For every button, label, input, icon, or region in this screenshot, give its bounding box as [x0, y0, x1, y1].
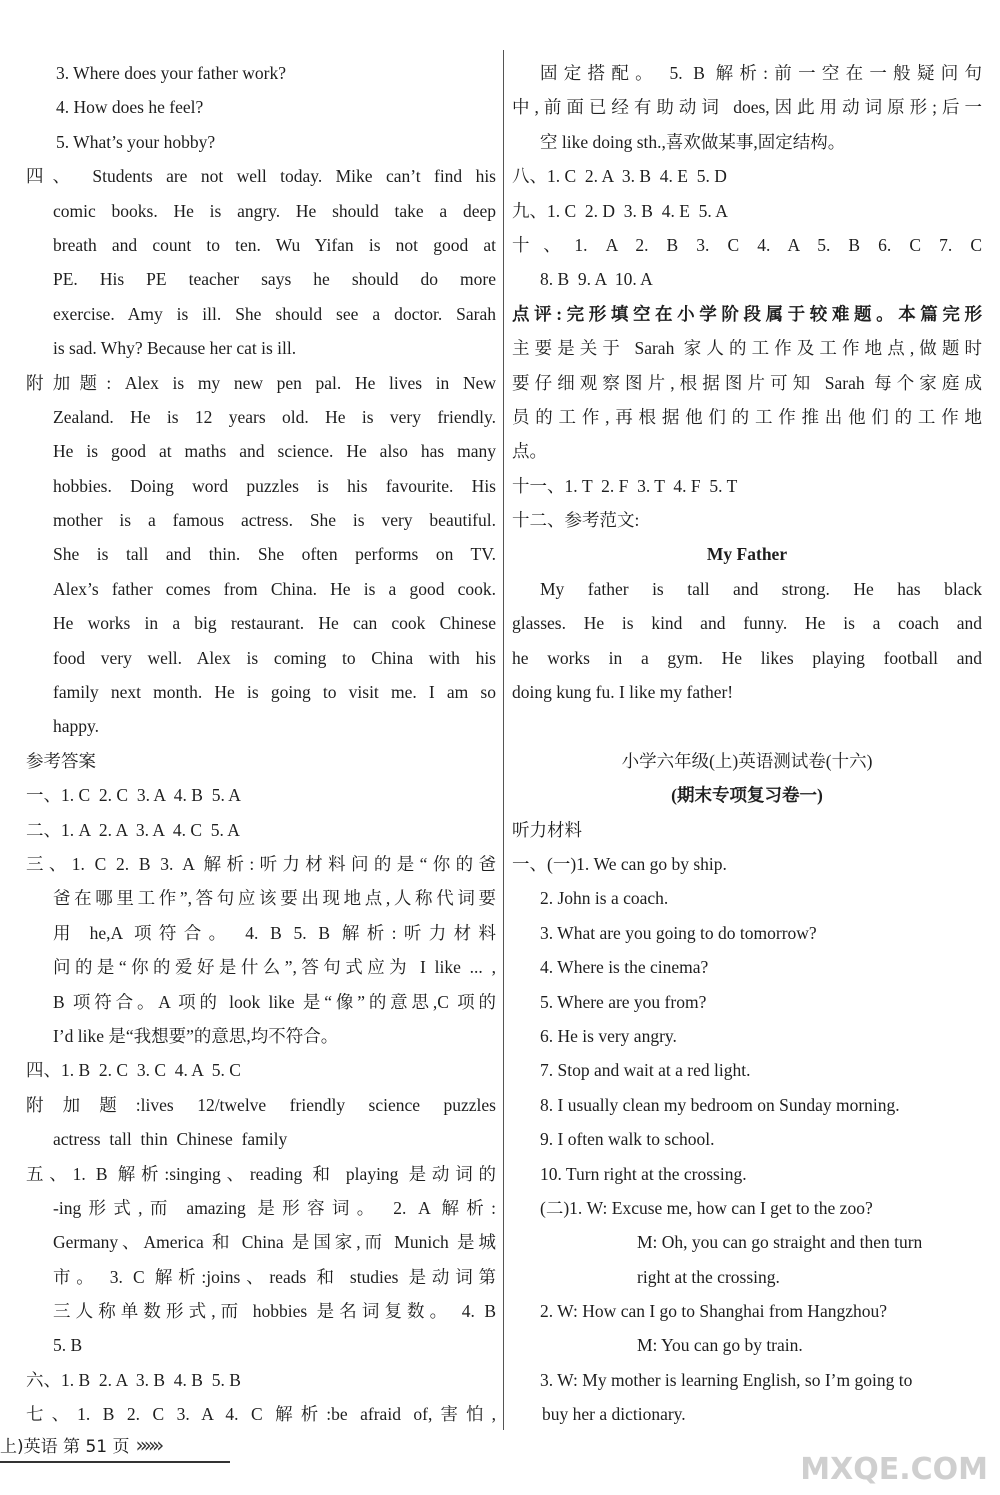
right-text-line: 2. John is a coach.: [540, 888, 669, 909]
left-text-line: Alex’s father comes from China. He is a good cook.: [53, 578, 496, 599]
right-text-line: 点评:完形填空在小学阶段属于较难题。本篇完形: [512, 303, 982, 324]
left-text-line: -ing形式,而 amazing 是形容词。 2. A 解析:: [53, 1197, 496, 1218]
left-text-line: 4. How does he feel?: [56, 97, 204, 118]
left-text-line: 5. What’s your hobby?: [56, 131, 216, 152]
left-text-line: She is tall and thin. She often performs on TV.: [53, 544, 496, 565]
left-text-line: 参考答案: [26, 750, 96, 771]
right-text-line: 3. What are you going to do tomorrow?: [540, 922, 817, 943]
right-text-line: 5. Where are you from?: [540, 991, 707, 1012]
left-text-line: PE. His PE teacher says he should do more: [53, 269, 496, 290]
right-text-line: 主要是关于 Sarah 家人的工作及工作地点,做题时: [512, 338, 982, 359]
left-text-line: family next month. He is going to visit me. I am so: [53, 682, 496, 703]
right-text-line: 员的工作,再根据他们的工作推出他们的工作地: [512, 406, 982, 427]
right-text-line: 6. He is very angry.: [540, 1025, 677, 1046]
right-column: [512, 56, 982, 1432]
right-text-line: M: You can go by train.: [637, 1335, 803, 1356]
left-text-line: 5. B: [53, 1335, 83, 1356]
right-text-line: 7. Stop and wait at a red light.: [540, 1060, 751, 1081]
left-text-line: happy.: [53, 716, 100, 737]
left-text-line: Germany、America 和 China 是国家,而 Munich 是城: [53, 1232, 496, 1253]
left-text-line: 问的是“你的爱好是什么”,答句式应为 I like ... ,: [53, 957, 496, 978]
left-text-line: 用 he,A 项符合。 4. B 5. B 解析:听力材料: [53, 922, 496, 943]
right-text-line: 小学六年级(上)英语测试卷(十六): [621, 750, 873, 771]
left-text-line: is sad. Why? Because her cat is ill.: [53, 338, 297, 359]
right-text-line: (二)1. W: Excuse me, how can I get to the zoo?: [540, 1197, 873, 1218]
right-text-line: My father is tall and strong. He has black: [540, 578, 982, 599]
left-text-line: 附加题: Alex is my new pen pal. He lives in New: [26, 372, 496, 393]
right-text-line: doing kung fu. I like my father!: [512, 682, 734, 703]
left-text-line: hobbies. Doing word puzzles is his favourite. His: [53, 475, 496, 496]
right-text-line: 十一、1. T 2. F 3. T 4. F 5. T: [512, 475, 738, 496]
footer-rule: [0, 1461, 230, 1463]
left-text-line: 三、1. C 2. B 3. A 解析:听力材料问的是“你的爸: [26, 853, 496, 874]
right-text-line: buy her a dictionary.: [542, 1404, 686, 1425]
left-text-line: 四、 Students are not well today. Mike can’t find his: [26, 166, 496, 187]
right-text-line: 听力材料: [512, 819, 582, 840]
left-text-line: 三人称单数形式,而 hobbies 是名词复数。 4. B: [53, 1301, 496, 1322]
left-text-line: exercise. Amy is ill. She should see a doctor. Sarah: [53, 303, 496, 324]
right-text-line: 8. I usually clean my bedroom on Sunday morning.: [540, 1094, 900, 1115]
right-text-line: M: Oh, you can go straight and then turn: [637, 1232, 923, 1253]
right-text-line: 4. Where is the cinema?: [540, 957, 709, 978]
right-text-line: 十二、参考范文:: [512, 510, 640, 531]
left-text-line: food very well. Alex is coming to China with his: [53, 647, 496, 668]
right-text-line: 空 like doing sth.,喜欢做某事,固定结构。: [540, 131, 846, 152]
left-text-line: mother is a famous actress. She is very beautiful.: [53, 510, 496, 531]
left-text-line: 四、1. B 2. C 3. C 4. A 5. C: [26, 1060, 241, 1081]
left-text-line: Zealand. He is 12 years old. He is very friendly.: [53, 406, 496, 427]
left-text-line: B 项符合。A 项的 look like 是“像”的意思,C 项的: [53, 991, 496, 1012]
right-text-line: 3. W: My mother is learning English, so I’m going to: [540, 1369, 913, 1390]
right-text-line: (期末专项复习卷一): [671, 785, 823, 806]
left-text-line: 附加题:lives 12/twelve friendly science puzzles: [26, 1094, 496, 1115]
left-text-line: 五、1. B 解析:singing、reading 和 playing 是动词的: [26, 1163, 496, 1184]
right-text-line: 固定搭配。 5. B 解析:前一空在一般疑问句: [540, 63, 982, 83]
left-text-line: 二、1. A 2. A 3. A 4. C 5. A: [26, 819, 240, 840]
right-text-line: he works in a gym. He likes playing football and: [512, 647, 982, 668]
left-text-line: 七、1. B 2. C 3. A 4. C 解析:be afraid of,害怕,: [26, 1404, 496, 1425]
left-text-line: 一、1. C 2. C 3. A 4. B 5. A: [26, 785, 241, 806]
right-text-line: 点。: [512, 441, 547, 462]
left-text-line: He works in a big restaurant. He can cook Chinese: [53, 613, 496, 634]
right-text-line: [512, 709, 982, 743]
right-text-line: 要仔细观察图片,根据图片可知 Sarah 每个家庭成: [512, 372, 982, 393]
right-text-line: 8. B 9. A 10. A: [540, 269, 653, 290]
right-text-line: 中,前面已经有助动词 does,因此用动词原形;后一: [512, 97, 982, 118]
left-text-line: actress tall thin Chinese family: [53, 1129, 288, 1150]
left-column: [26, 56, 496, 1432]
right-text-line: 10. Turn right at the crossing.: [540, 1163, 747, 1184]
footer-label: 上)英语 第 51 页: [0, 1437, 130, 1457]
right-text-line: 九、1. C 2. D 3. B 4. E 5. A: [512, 200, 728, 221]
left-text-line: He is good at maths and science. He also has many: [53, 441, 496, 462]
left-text-line: 爸在哪里工作”,答句应该要出现地点,人称代词要: [53, 888, 496, 909]
left-text-line: 六、1. B 2. A 3. B 4. B 5. B: [26, 1369, 241, 1390]
right-text-line: My Father: [706, 544, 788, 565]
footer-arrows-icon: »»»: [135, 1432, 161, 1457]
left-text-line: comic books. He is angry. He should take a deep: [53, 200, 496, 221]
right-text-line: 9. I often walk to school.: [540, 1129, 715, 1150]
left-text-line: breath and count to ten. Wu Yifan is not good at: [53, 234, 496, 255]
right-text-line: glasses. He is kind and funny. He is a coach and: [512, 613, 982, 634]
right-text-line: right at the crossing.: [637, 1266, 780, 1287]
watermark-logo: MXQE.COM: [800, 1452, 988, 1487]
left-text-line: 市。 3. C 解析:joins、reads 和 studies 是动词第: [53, 1266, 496, 1287]
left-text-line: 3. Where does your father work?: [56, 63, 287, 83]
right-text-line: 十、1. A 2. B 3. C 4. A 5. B 6. C 7. C: [512, 234, 982, 255]
page-footer: [0, 1432, 160, 1457]
column-divider: [503, 50, 504, 1430]
right-text-line: 八、1. C 2. A 3. B 4. E 5. D: [512, 166, 727, 187]
right-text-line: 2. W: How can I go to Shanghai from Hangzhou?: [540, 1301, 888, 1322]
right-text-line: 一、(一)1. We can go by ship.: [512, 853, 727, 874]
left-text-line: I’d like 是“我想要”的意思,均不符合。: [53, 1025, 339, 1046]
